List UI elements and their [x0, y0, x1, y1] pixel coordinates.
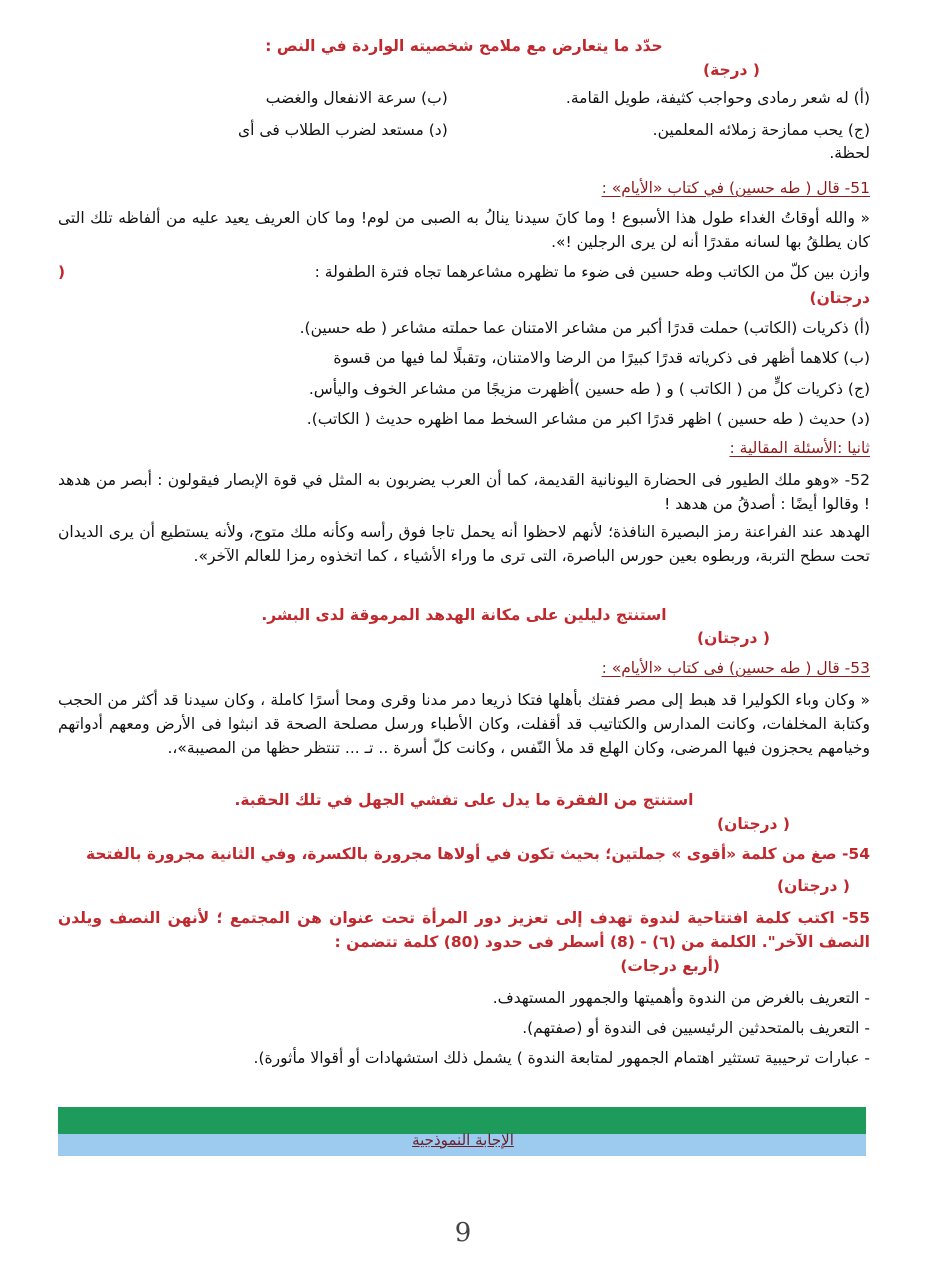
q50-options-row1	[58, 86, 870, 110]
q52-quote: 52- «وهو ملك الطيور فى الحضارة اليونانية القديمة، كما أن العرب يضربون به المثل في قوة الإبصار فيقولون : أبصر من هدهد ! وقالوا أيضًا : أصدقُ من هدهد !	[58, 471, 870, 513]
q53-quote: « وكان وباء الكوليرا قد هبط إلى مصر ففتك بأهلها فتكا ذريعا دمر مدنا وقرى ومحا أسرًا كاملة ، وكان سيدنا قد أكثر من الحجب وكتابة المخلفات، وكانت المدارس والكتاتيب قد أقفلت، وكان الأطباء ورسل مصلحة الصحة قد انبثوا فى الأرض ومعهم أدواتهم وخيامهم يحجزون فيها المرضى، وكان الهلع قد ملأ النّفس ، وكانت كلّ أسرة .. تـ ... تنتظر حظها من المصيبة»،.	[58, 691, 870, 757]
q53-heading: 53- قال ( طه حسين) فى كتاب «الأيام» :	[601, 659, 870, 677]
q50-option-c: (ج) يحب ممازحة زملائه المعلمين.	[652, 121, 870, 139]
q54-mark: ( درجتان)	[777, 877, 850, 895]
q52-mark: ( درجتان)	[697, 629, 770, 647]
q50-mark: ( درجة)	[702, 61, 760, 79]
footer-band-green	[58, 1107, 866, 1134]
q53-prompt: استنتج من الفقرة ما يدل على تفشي الجهل في تلك الحقبة.	[234, 791, 694, 809]
q52-prompt: استنتج دليلين على مكانة الهدهد المرموقة لدى البشر.	[261, 606, 667, 624]
q51-mark: درجتان)	[809, 289, 870, 307]
q50-options-row2	[58, 118, 870, 142]
q51-prompt: وازن بين كلّ من الكاتب وطه حسين فى ضوء ما تظهره مشاعرهما تجاه فترة الطفولة :	[314, 263, 870, 281]
q51-heading: 51- قال ( طه حسين) في كتاب «الأيام» :	[601, 179, 870, 197]
q51-paren: (	[58, 263, 66, 281]
q51-option-d: (د) حديث ( طه حسين ) اظهر قدرًا اكبر من مشاعر السخط مما اظهره حديث ( الكاتب).	[306, 410, 870, 428]
q51-quote: « والله أوقاتُ الغداء طول هذا الأسبوع ! وما كانَ سيدنا ينالُ به الصبى من لوم! وما كان العريف يعيد عليه من ألفاظه تلك التى كان يطلقُ بها لسانه مقدرًا أنه لن يرى الرجلين !».	[58, 209, 870, 251]
q53-mark: ( درجتان)	[717, 815, 790, 833]
q55-point-2: - التعريف بالمتحدثين الرئيسيين فى الندوة أو (صفتهم).	[522, 1019, 870, 1037]
q50-option-d-cont: لحظة.	[829, 144, 870, 162]
q55-mark: (أربع درجات)	[620, 957, 720, 975]
q50-prompt: حدّد ما يتعارض مع ملامح شخصيته الواردة في النص :	[265, 37, 663, 55]
q50-option-b: (ب) سرعة الانفعال والغضب	[265, 89, 448, 107]
q51-option-c: (ج) ذكريات كلٍّ من ( الكاتب ) و ( طه حسين )أظهرت مزيجًا من مشاعر الخوف واليأس.	[308, 380, 870, 398]
q55-text: 55- اكتب كلمة افتتاحية لندوة تهدف إلى تعزيز دور المرأة تحت عنوان هن المجتمع ؛ لأنهن النصف ويلدن النصف الآخر". الكلمة من (٦) - (8) أسطر فى حدود (80) كلمة تتضمن :	[58, 909, 870, 951]
q51-option-b: (ب) كلاهما أظهر فى ذكرياته قدرًا كبيرًا من الرضا والامتنان، وتقبلًا لما فيها من قسوة	[333, 349, 870, 367]
q50-option-d: (د) مستعد لضرب الطلاب فى أى	[238, 121, 448, 139]
q54-text: 54- صغ من كلمة «أقوى » جملتين؛ بحيث تكون في أولاها مجرورة بالكسرة، وفي الثانية مجرورة بالفتحة	[85, 845, 870, 863]
model-answer-label: الإجابة النموذجية	[412, 1131, 514, 1149]
q51-prompt-row	[58, 260, 870, 284]
q50-option-a: (أ) له شعر رمادى وحواجب كثيفة، طويل القامة.	[565, 89, 870, 107]
section2-title: ثانيا :الأسئلة المقالية :	[729, 439, 870, 457]
page-number: 9	[454, 1218, 472, 1248]
q52-passage: الهدهد عند الفراعنة رمز البصيرة النافذة؛ لأنهم لاحظوا أنه يحمل تاجا فوق رأسه وكأنه ملك متوج، ولأنه يستطيع أن يرى الديدان تحت سطح التربة، وربطوه بعين حورس الباصرة، التى ترى ما وراء الأشياء ، كما اتخذوه رمزا للعالم الآخر».	[58, 523, 870, 565]
q55-point-1: - التعريف بالغرض من الندوة وأهميتها والجمهور المستهدف.	[492, 989, 870, 1007]
q55-point-3: - عبارات ترحيبية تستثير اهتمام الجمهور لمتابعة الندوة ) يشمل ذلك استشهادات أو أقوالا مأثورة).	[253, 1049, 870, 1067]
q51-option-a: (أ) ذكريات (الكاتب) حملت قدرًا أكبر من مشاعر الامتنان عما حملته مشاعر ( طه حسين).	[299, 319, 870, 337]
